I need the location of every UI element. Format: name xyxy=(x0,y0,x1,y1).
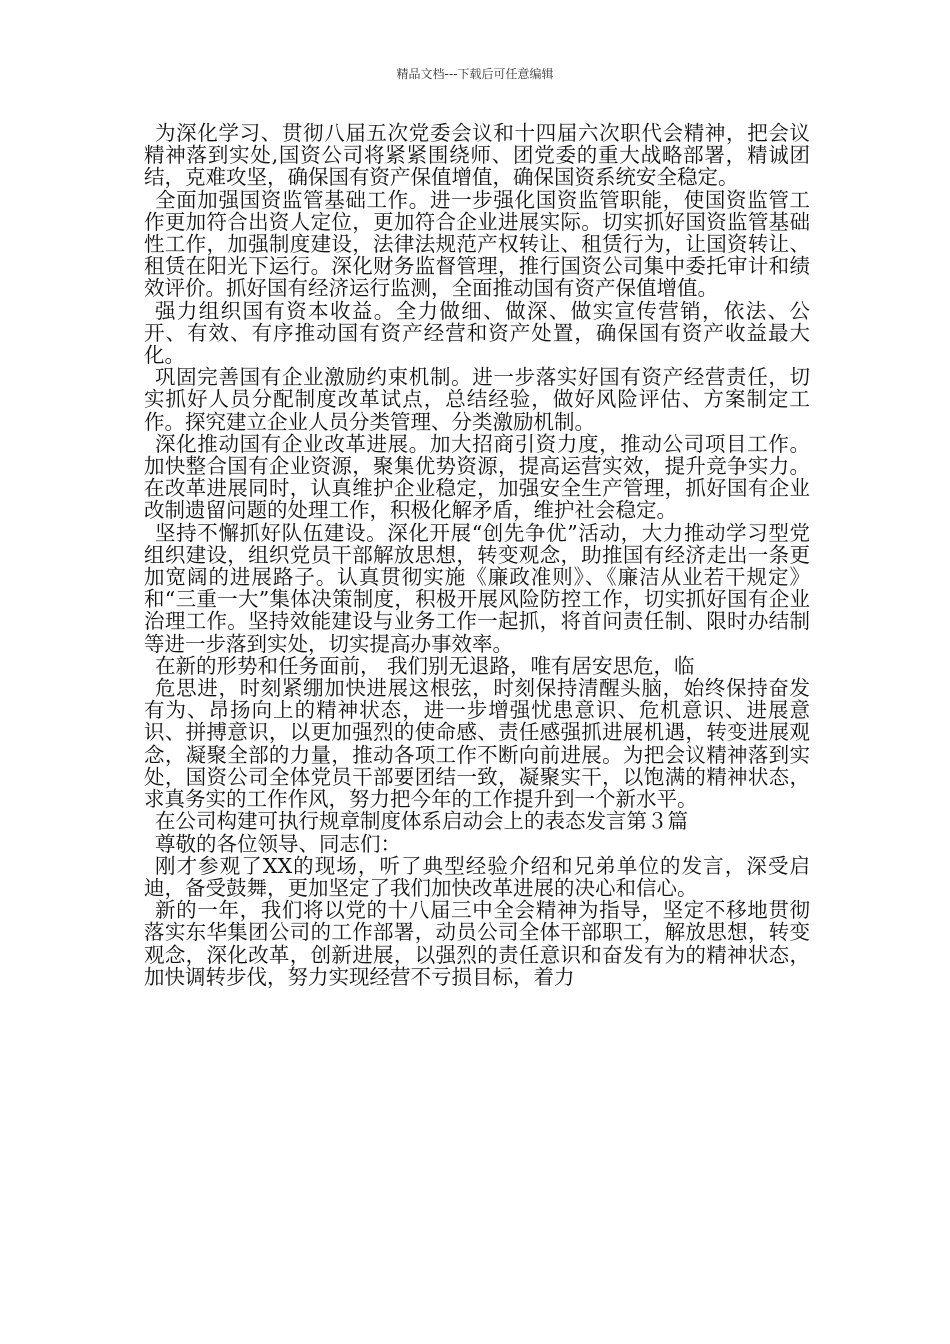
paragraph-supervision: 全面加强国资监管基础工作。进一步强化国资监管职能，使国资监管工作更加符合出资人定位，更加符合企业进展实际。切实抓好国资监管基础性工作，加强制度建设，法律法规范产权转让、租赁行为，让国资转让、租赁在阳光下运行。深化财务监督管理，推行国资公司集中委托审计和绩效评价。抓好国有经济运行监测，全面推动国有资产保值增值。 xyxy=(144,187,810,301)
document-body xyxy=(144,122,810,988)
paragraph-intro: 为深化学习、贯彻八届五次党委会议和十四届六次职代会精神，把会议精神落到实处,国资公司将紧紧围绕师、团党委的重大战略部署，精诚团结，克难攻坚，确保国有资产保值增值，确保国资系统安全稳定。 xyxy=(144,121,810,190)
paragraph-capital-income: 强力组织国有资本收益。全力做细、做深、做实宣传营销，依法、公开、有效、有序推动国有资产经营和资产处置，确保国有资产收益最大化。 xyxy=(144,298,810,368)
paragraph-new-year: 新的一年，我们将以党的十八届三中全会精神为指导，坚定不移地贯彻落实东华集团公司的工作部署，动员公司全体干部职工，解放思想，转变观念，深化改革，创新进展，以强烈的责任意识和奋发有为的精神状态，加快调转步伐，努力实现经营不亏损目标，着力 xyxy=(144,898,810,989)
paragraph-team-building: 坚持不懈抓好队伍建设。深化开展“创先争优”活动，大力推动学习型党组织建设，组织党员干部解放思想，转变观念，助推国有经济走出一条更加宽阔的进展路子。认真贯彻实施《廉政准则》、《廉洁从业若干规定》和“三重一大”集体决策制度，积极开展风险防控工作，切实抓好国有企业治理工作。坚持效能建设与业务工作一起抓，将首问责任制、限时办结制等进一步落到实处，切实提高办事效率。 xyxy=(144,520,810,656)
paragraph-incentive: 巩固完善国有企业激励约束机制。进一步落实好国有资产经营责任，切实抓好人员分配制度改革试点，总结经验，做好风险评估、方案制定工作。探究建立企业人员分类管理、分类激励机制。 xyxy=(144,365,810,434)
section-heading: 在公司构建可执行规章制度体系启动会上的表态发言第３篇 xyxy=(155,809,688,834)
paragraph-new-situation: 在新的形势和任务面前， 我们别无退路，唯有居安思危，临 xyxy=(155,653,695,678)
paragraph-visit: 刚才参观了XX的现场，听了典型经验介绍和兄弟单位的发言，深受启迪，备受鼓舞，更加坚定了我们加快改革进展的决心和信心。 xyxy=(144,853,810,900)
paragraph-reform: 深化推动国有企业改革进展。加大招商引资力度，推动公司项目工作。加快整合国有企业资源，聚集优势资源，提高运营实效，提升竞争实力。在改革进展同时，认真维护企业稳定，加强安全生产管理，抓好国有企业改制遗留问题的处理工作，积极化解矛盾，维护社会稳定。 xyxy=(144,431,810,523)
paragraph-continuation: 危思进，时刻紧绷加快进展这根弦，时刻保持清醒头脑，始终保持奋发有为、昂扬向上的精神状态，进一步增强忧患意识、危机意识、进展意识、拼搏意识，以更加强烈的使命感、责任感强抓进展机遇，转变进展观念，凝聚全部的力量，推动各项工作不断向前进展。为把会议精神落到实处，国资公司全体党员干部要团结一致，凝聚实干，以饱满的精神状态，求真务实的工作作风，努力把今年的工作提升到一个新水平。 xyxy=(144,676,810,812)
page-header: 精品文档---下载后可任意编辑 xyxy=(396,67,554,81)
salutation: 尊敬的各位领导、同志们： xyxy=(155,831,401,856)
